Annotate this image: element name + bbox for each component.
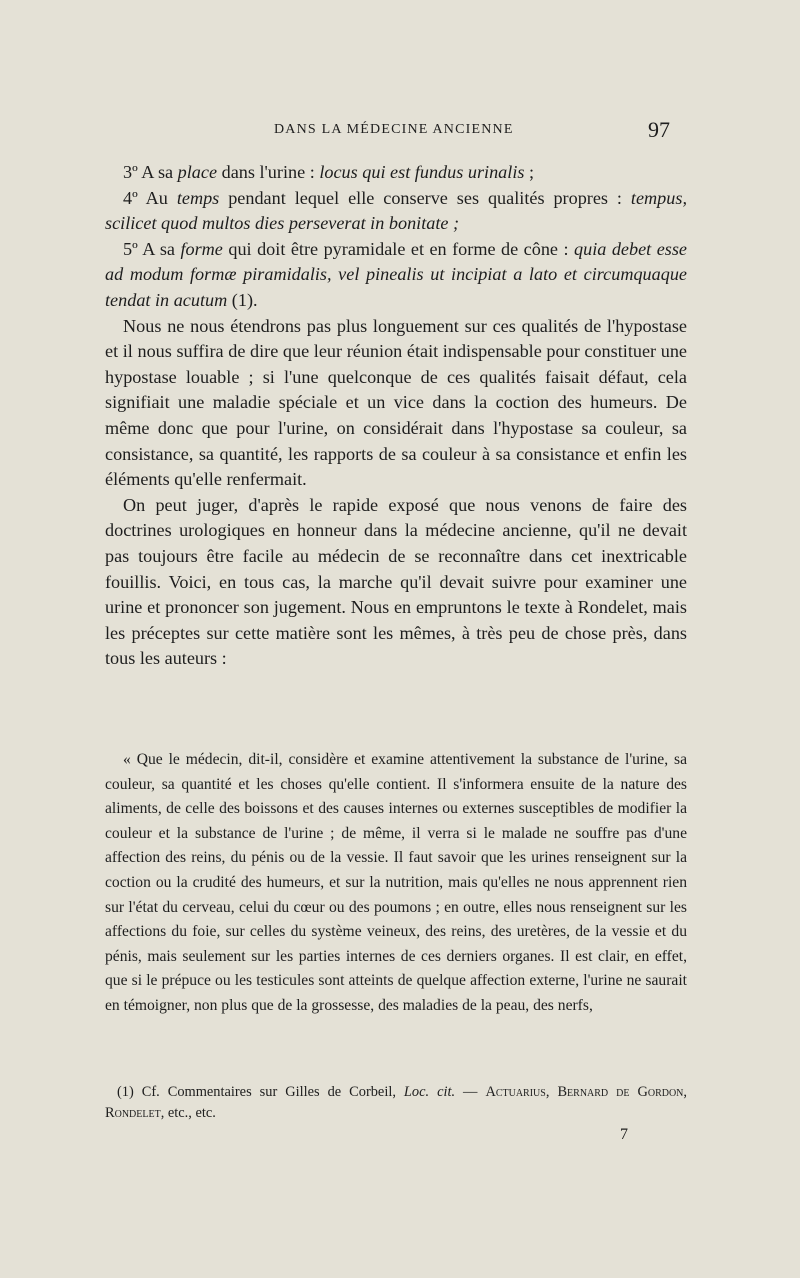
page-number: 97 — [648, 117, 670, 142]
footnote — [105, 1082, 687, 1124]
paragraph-hypostase: Nous ne nous étendrons pas plus longuement sur ces qualités de l'hypostase et il nous suffira de dire que leur réunion était indispensable pour constituer une hypostase louable ; si l'une quelconque de ces qualités faisait défaut, cela signifiait une maladie spéciale et un vice dans la coction des humeurs. De même donc que pour l'urine, on considérait dans l'hypostase sa couleur, sa consistance, sa quantité, les rapports de sa couleur à sa consistance et enfin les éléments qu'elle renfermait. — [105, 315, 687, 490]
paragraph-forme: 5º A sa forme qui doit être pyramidale et en forme de cône : quia debet esse ad modum formæ piramidalis, vel pinealis ut incipiat a lato et circumquaque tendat in acutum (1). — [105, 238, 687, 310]
paragraph-temps: 4º Au temps pendant lequel elle conserve ses qualités propres : tempus, scilicet quod multos dies perseverat in bonitate ; — [105, 187, 687, 234]
signature-mark: 7 — [620, 1126, 628, 1143]
running-title: DANS LA MÉDECINE ANCIENNE — [274, 122, 514, 137]
page-header — [0, 117, 800, 147]
footnote-text: (1) Cf. Commentaires sur Gilles de Corbeil, Loc. cit. — Actuarius, Bernard de Gordon, Rondelet, etc., etc. — [105, 1084, 688, 1121]
quotation-text: « Que le médecin, dit-il, considère et examine attentivement la substance de l'urine, sa couleur, sa quantité et les choses qu'elle contient. Il s'informera ensuite de la nature des aliments, de celle des boissons et des causes internes ou externes susceptibles de modifier la couleur et la substance de l'urine ; de même, il verra si le malade ne souffre pas d'une affection des reins, du pénis ou de la vessie. Il faut savoir que les urines renseignent sur la coction ou la crudité des humeurs, et sur la nutrition, mais qu'elles ne nous apprennent rien sur l'état du cerveau, celui du cœur ou des poumons ; en outre, elles nous renseignent sur les affections du foie, sur celles du système veineux, des reins, des uretères, de la vessie et du pénis, mais seulement sur les parties internes de ces derniers organes. Il est clair, en effet, que si le prépuce ou les testicules sont atteints de quelque affection externe, l'urine ne saurait en témoigner, non plus que de la grossesse, des maladies de la peau, des nerfs, — [105, 751, 687, 1014]
main-text — [105, 160, 687, 672]
rondelet-quotation — [105, 748, 687, 1019]
paragraph-place: 3º A sa place dans l'urine : locus qui est fundus urinalis ; — [123, 162, 535, 182]
paragraph-rondelet-intro: On peut juger, d'après le rapide exposé que nous venons de faire des doctrines urologiques en honneur dans la médecine ancienne, qu'il ne devait pas toujours être facile au médecin de se reconnaître dans cet inextricable fouillis. Voici, en tous cas, la marche qu'il devait suivre pour examiner une urine et prononcer son jugement. Nous en empruntons le texte à Rondelet, mais les préceptes sur cette matière sont les mêmes, à très peu de chose près, dans tous les auteurs : — [105, 494, 687, 669]
